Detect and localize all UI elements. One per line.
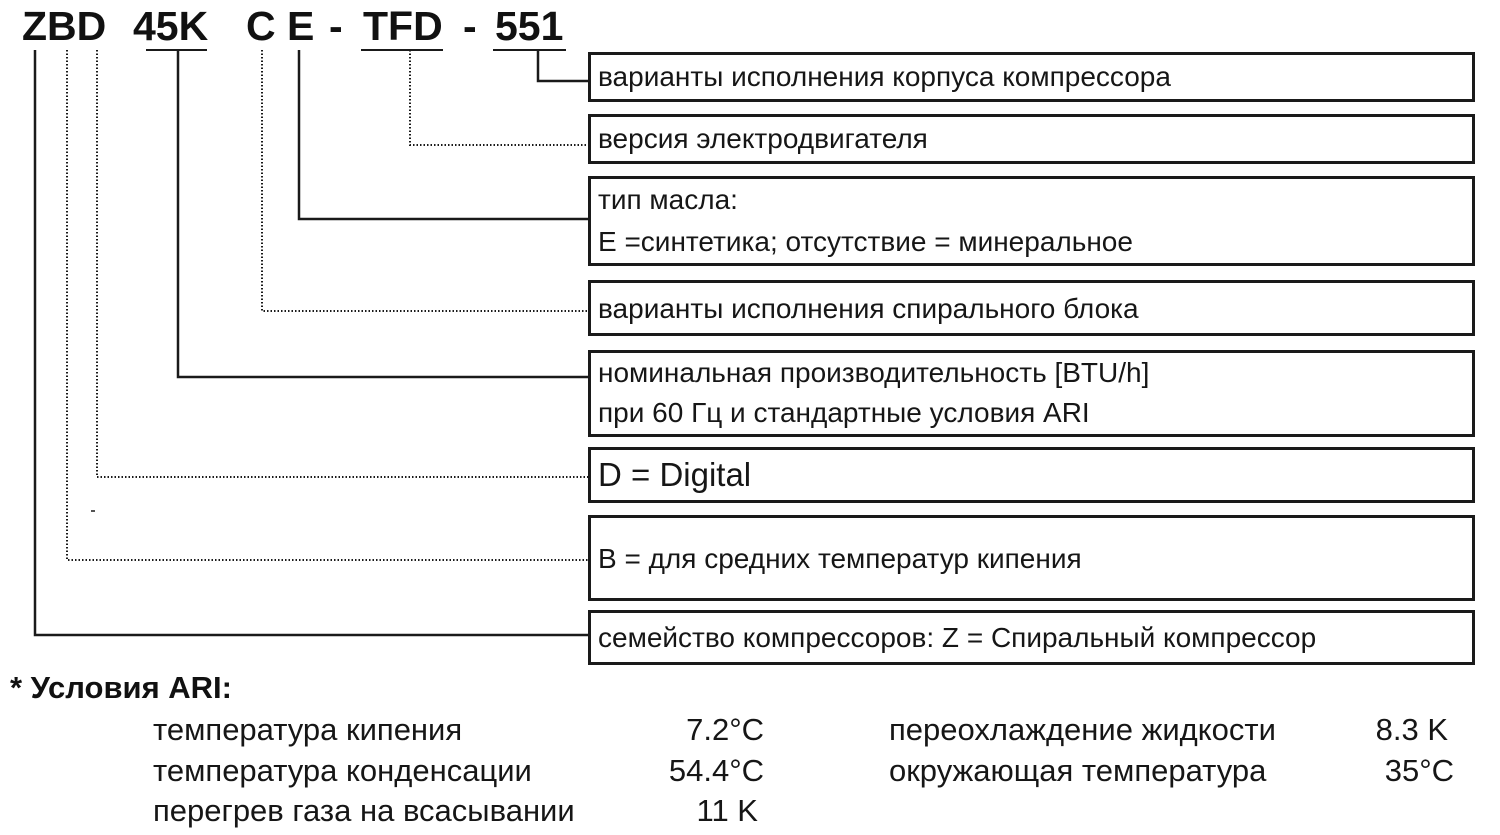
ari-label-liquid-subcooling: переохлаждение жидкости bbox=[889, 712, 1276, 747]
box-medium-temp bbox=[588, 515, 1475, 601]
connector-551 bbox=[538, 50, 590, 81]
code-part-45k: 45K bbox=[133, 3, 209, 49]
ari-label-condensing-temp: температура конденсации bbox=[153, 753, 532, 788]
box-scroll-variants-text: варианты исполнения спирального блока bbox=[598, 293, 1139, 324]
ari-label-suction-superheat: перегрев газа на всасывании bbox=[153, 793, 575, 828]
box-oil-type bbox=[588, 176, 1475, 266]
ari-value-suction-superheat: 11 K bbox=[696, 793, 758, 828]
code-part-dash-2: - bbox=[463, 3, 477, 49]
box-scroll-variants bbox=[588, 280, 1475, 336]
code-part-zbd: ZBD bbox=[22, 3, 107, 49]
code-part-dash-1: - bbox=[329, 3, 343, 49]
box-family bbox=[588, 610, 1475, 665]
connector-tfd bbox=[410, 50, 590, 145]
ari-title: * Условия ARI: bbox=[10, 670, 232, 705]
box-body-variants bbox=[588, 52, 1475, 102]
box-oil-type-title: тип масла: bbox=[598, 184, 738, 215]
box-motor-version bbox=[588, 114, 1475, 164]
box-oil-type-detail: E =синтетика; отсутствие = минеральное bbox=[598, 226, 1133, 257]
ari-value-evaporating-temp: 7.2°C bbox=[686, 712, 764, 747]
code-part-c: C bbox=[246, 3, 276, 49]
connector-45k bbox=[178, 50, 590, 377]
code-part-551: 551 bbox=[495, 3, 564, 49]
box-capacity bbox=[588, 350, 1475, 437]
box-body-variants-text: варианты исполнения корпуса компрессора bbox=[598, 61, 1171, 92]
ari-label-evaporating-temp: температура кипения bbox=[153, 712, 463, 747]
box-capacity-line-1: номинальная производительность [BTU/h] bbox=[598, 357, 1150, 388]
connector-d bbox=[97, 50, 590, 477]
box-digital bbox=[588, 447, 1475, 503]
code-part-e: E bbox=[287, 3, 315, 49]
ari-label-ambient-temp: окружающая температура bbox=[889, 753, 1267, 788]
connector-e bbox=[299, 50, 590, 219]
connector-b bbox=[67, 50, 590, 560]
connector-z bbox=[35, 50, 590, 635]
ari-value-liquid-subcooling: 8.3 K bbox=[1375, 712, 1448, 747]
connector-c bbox=[262, 50, 590, 311]
box-family-text: семейство компрессоров: Z = Спиральный компрессор bbox=[598, 622, 1317, 653]
box-capacity-line-2: при 60 Гц и стандартные условия ARI bbox=[598, 397, 1090, 428]
code-part-tfd: TFD bbox=[363, 3, 443, 49]
ari-value-condensing-temp: 54.4°C bbox=[668, 753, 764, 788]
box-motor-version-text: версия электродвигателя bbox=[598, 123, 928, 154]
box-digital-text: D = Digital bbox=[598, 456, 752, 493]
box-medium-temp-text: B = для средних температур кипения bbox=[598, 543, 1082, 574]
ari-value-ambient-temp: 35°C bbox=[1384, 753, 1454, 788]
